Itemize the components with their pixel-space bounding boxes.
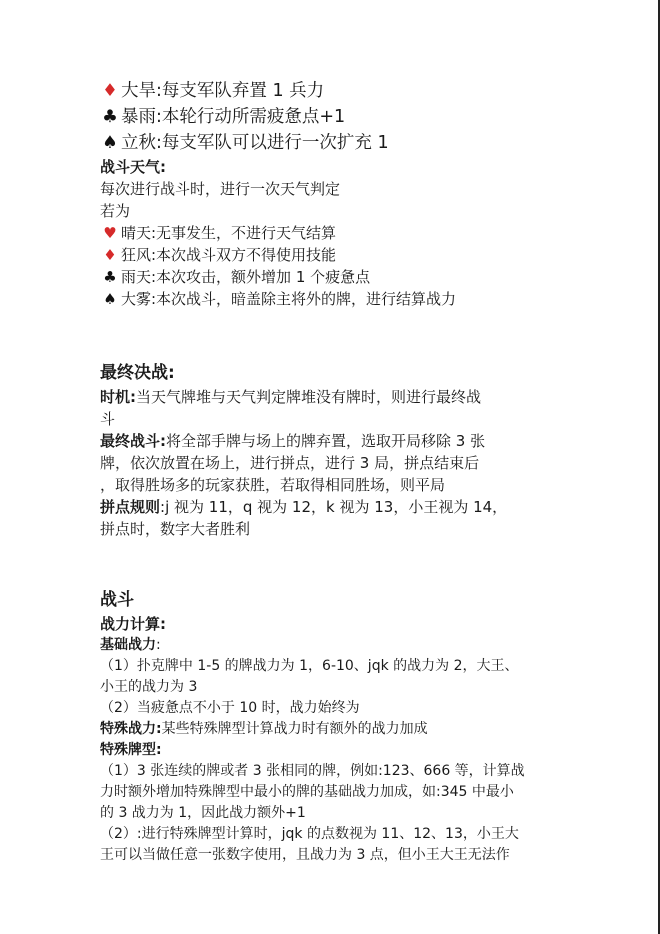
club-icon: ♣	[103, 268, 117, 286]
timing-label: 时机:	[100, 388, 136, 406]
compare-rule-label: 拼点规则	[100, 498, 161, 516]
club-icon: ♣	[102, 107, 118, 127]
final-battle-timing-cont: 斗	[100, 410, 116, 428]
battle-weather-section	[100, 156, 560, 310]
spade-icon: ♠	[103, 290, 117, 308]
weather-card-text: 大旱:每支军队弃置 1 兵力	[121, 81, 325, 101]
base-power-heading	[100, 635, 560, 656]
document-body	[100, 78, 560, 866]
spade-icon: ♠	[102, 133, 118, 153]
final-battle-text: 将全部手牌与场上的牌弃置，选取开局移除 3 张	[166, 432, 486, 450]
battle-weather-text: 雨天:本次攻击，额外增加 1 个疲惫点	[121, 268, 371, 286]
battle-weather-item	[100, 244, 560, 266]
combat-title: 战斗	[100, 590, 134, 610]
final-battle-rule-cont: ，取得胜场多的玩家获胜，若取得相同胜场，则平局	[100, 476, 446, 494]
battle-weather-item	[100, 288, 560, 310]
special-type-rule-2-cont: 王可以当做任意一张数字使用，且战力为 3 点，但小王大王无法作	[100, 847, 510, 863]
final-battle-title: 最终决战:	[100, 363, 175, 383]
final-battle-rule	[100, 430, 560, 452]
final-battle-rule-cont: 牌，依次放置在场上，进行拼点，进行 3 局，拼点结束后	[100, 454, 480, 472]
battle-weather-intro-cont: 若为	[100, 202, 131, 220]
spacer	[100, 540, 560, 587]
power-calc-title: 战力计算:	[100, 615, 166, 633]
spacer	[100, 310, 560, 360]
heart-icon: ♥	[103, 224, 117, 242]
special-type-title: 特殊牌型:	[100, 742, 162, 758]
weather-card-item	[100, 78, 560, 104]
battle-weather-text: 狂风:本次战斗双方不得使用技能	[121, 246, 337, 264]
final-battle-section	[100, 360, 560, 540]
base-power-label: 基础战力	[100, 637, 156, 653]
special-type-rule-1: （1）3 张连续的牌或者 3 张相同的牌，例如:123、666 等，计算战	[100, 763, 525, 779]
final-battle-timing	[100, 386, 560, 408]
battle-weather-text: 晴天:无事发生，不进行天气结算	[121, 224, 337, 242]
diamond-icon: ♦	[102, 81, 118, 101]
base-power-colon: :	[156, 637, 161, 653]
battle-weather-item	[100, 266, 560, 288]
diamond-icon: ♦	[103, 246, 117, 264]
base-power-rule-1: （1）扑克牌中 1-5 的牌战力为 1，6-10、jqk 的战力为 2，大王、	[100, 658, 519, 674]
special-power-label: 特殊战力:	[100, 721, 162, 737]
special-power-text: 某些特殊牌型计算战力时有额外的战力加成	[161, 721, 428, 737]
special-type-rule-1-cont: 的 3 战力为 1，因此战力额外+1	[100, 805, 306, 821]
weather-card-text: 暴雨:本轮行动所需疲惫点+1	[121, 107, 346, 127]
special-type-rule-2: （2）:进行特殊牌型计算时，jqk 的点数视为 11、12、13，小王大	[100, 826, 519, 842]
battle-weather-text: 大雾:本次战斗，暗盖除主将外的牌，进行结算战力	[121, 290, 457, 308]
base-power-rule-2: （2）当疲惫点不小于 10 时，战力始终为	[100, 700, 360, 716]
final-battle-label: 最终战斗:	[100, 432, 166, 450]
base-power-rule-1-cont: 小王的战力为 3	[100, 679, 198, 695]
compare-rule-cont: 拼点时，数字大者胜利	[100, 520, 251, 538]
battle-weather-intro: 每次进行战斗时，进行一次天气判定	[100, 180, 341, 198]
combat-section	[100, 587, 560, 866]
weather-card-item	[100, 130, 560, 156]
battle-weather-title: 战斗天气:	[100, 158, 166, 176]
battle-weather-item	[100, 222, 560, 244]
compare-rule	[100, 496, 560, 518]
timing-text: 当天气牌堆与天气判定牌堆没有牌时，则进行最终战	[136, 388, 482, 406]
weather-card-item	[100, 104, 560, 130]
weather-card-text: 立秋:每支军队可以进行一次扩充 1	[121, 133, 389, 153]
compare-rule-text: :j 视为 11，q 视为 12，k 视为 13，小王视为 14，	[160, 498, 508, 516]
special-type-rule-1-cont: 力时额外增加特殊牌型中最小的牌的基础战力加成，如:345 中最小	[100, 784, 514, 800]
special-power	[100, 719, 560, 740]
weather-card-list	[100, 78, 560, 156]
